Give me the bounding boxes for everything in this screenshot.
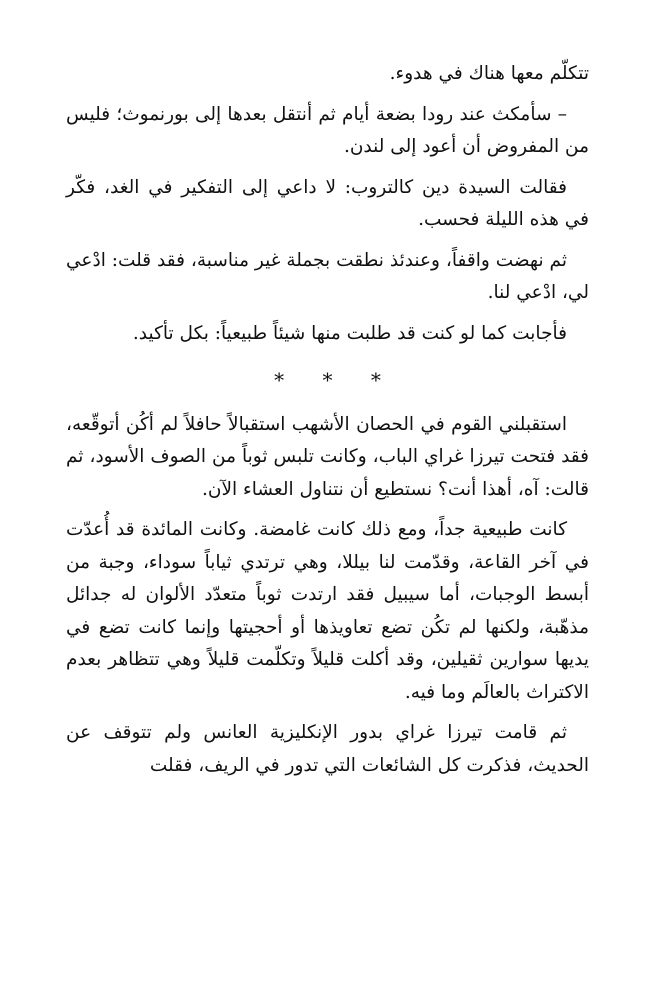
paragraph: تتكلّم معها هناك في هدوء. <box>389 63 589 84</box>
paragraph: استقبلني القوم في الحصان الأشهب استقبالاً حافلاً لم أكُن أتوقّعه، فقد فتحت تيرزا غراي الباب، وكانت تلبس ثوباً من الصوف الأسود، ثم قالت: آه، أهذا أنت؟ نستطيع أن نتناول العشاء الآن. <box>66 413 589 500</box>
section-separator: * * * <box>274 368 397 392</box>
paragraph: ثم نهضت واقفاً، وعندئذ نطقت بجملة غير مناسبة، فقد قلت: ادْعي لي، ادْعي لنا. <box>66 249 589 303</box>
paragraph: فقالت السيدة دين كالتروب: لا داعي إلى التفكير في الغد، فكّر في هذه الليلة فحسب. <box>66 176 589 230</box>
book-page <box>66 58 589 790</box>
paragraph: ثم قامت تيرزا غراي بدور الإنكليزية العانس ولم تتوقف عن الحديث، فذكرت كل الشائعات التي تدور في الريف، فقلت <box>66 722 589 776</box>
paragraph: كانت طبيعية جداً، ومع ذلك كانت غامضة. وكانت المائدة قد أُعدّت في آخر القاعة، وقدّمت لنا بيللا، وهي ترتدي ثياباً سوداء، وجبة من أبسط الوجبات، أما سيبيل فقد ارتدت ثوباً متعدّد الألوان له جدائل مذهّبة، ولكنها لم تكُن تضع تعاويذها أو أحجيتها وإنما كانت تضع في يديها سوارين ثقيلين، وقد أكلت قليلاً وتكلّمت قليلاً وهي تتظاهر بعدم الاكتراث بالعالَم وما فيه. <box>66 519 589 703</box>
paragraph: – سأمكث عند رودا بضعة أيام ثم أنتقل بعدها إلى بورنموث؛ فليس من المفروض أن أعود إلى لندن. <box>66 103 589 157</box>
paragraph: فأجابت كما لو كنت قد طلبت منها شيئاً طبيعياً: بكل تأكيد. <box>132 322 567 344</box>
